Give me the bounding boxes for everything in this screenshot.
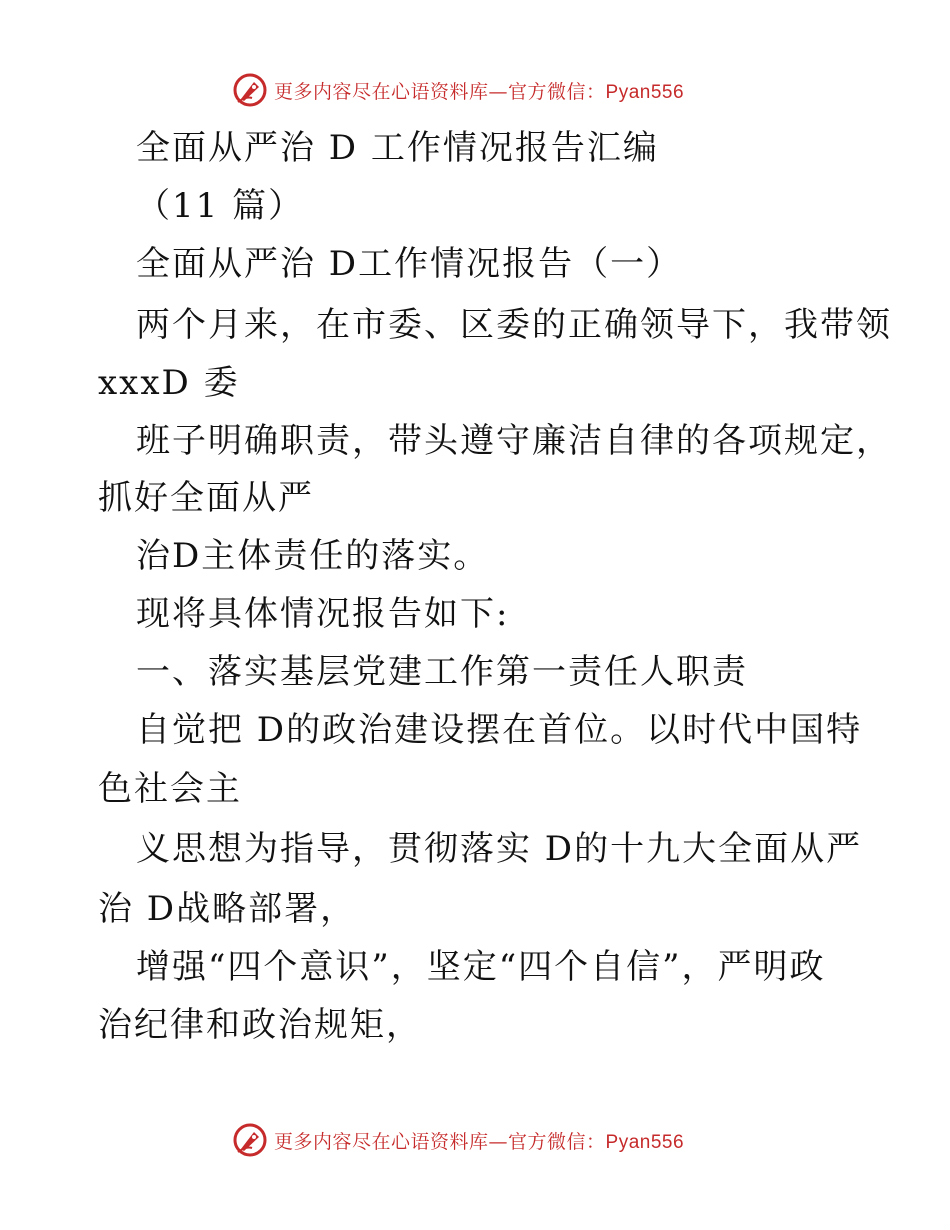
- paragraph-line: 现将具体情况报告如下:: [136, 594, 510, 634]
- paragraph-line: 班子明确职责，带头遵守廉洁自律的各项规定，: [136, 421, 892, 461]
- paragraph-line: xxxD 委: [98, 363, 240, 403]
- footer-watermark: [232, 1120, 712, 1160]
- document-title: 全面从严治 D 工作情况报告汇编: [136, 128, 659, 168]
- paragraph-line: 色社会主: [98, 769, 242, 809]
- section-heading: 全面从严治 D工作情况报告（一）: [136, 244, 683, 284]
- watermark-text: 更多内容尽在心语资料库—官方微信：Pyan556: [274, 80, 685, 103]
- paragraph-line: 治纪律和政治规矩，: [98, 1005, 422, 1045]
- watermark-text: 更多内容尽在心语资料库—官方微信：Pyan556: [274, 1130, 685, 1153]
- paragraph-line: 治D主体责任的落实。: [136, 536, 490, 576]
- paragraph-line: 义思想为指导，贯彻落实 D的十九大全面从严: [136, 829, 863, 869]
- pen-nib-logo-icon: [232, 72, 268, 108]
- paragraph-line: 自觉把 D的政治建设摆在首位。以时代中国特: [136, 710, 863, 750]
- paragraph-line: 治 D战略部署，: [98, 889, 357, 929]
- paragraph-line: 抓好全面从严: [98, 478, 314, 518]
- paragraph-line: 两个月来，在市委、区委的正确领导下，我带领: [136, 305, 892, 345]
- section-heading: 一、落实基层党建工作第一责任人职责: [136, 652, 748, 692]
- pen-nib-logo-icon: [232, 1122, 268, 1158]
- paragraph-line: 增强“四个意识”，坚定“四个自信”，严明政: [136, 947, 826, 987]
- document-title-count: （11 篇）: [136, 186, 305, 226]
- header-watermark: [232, 70, 712, 110]
